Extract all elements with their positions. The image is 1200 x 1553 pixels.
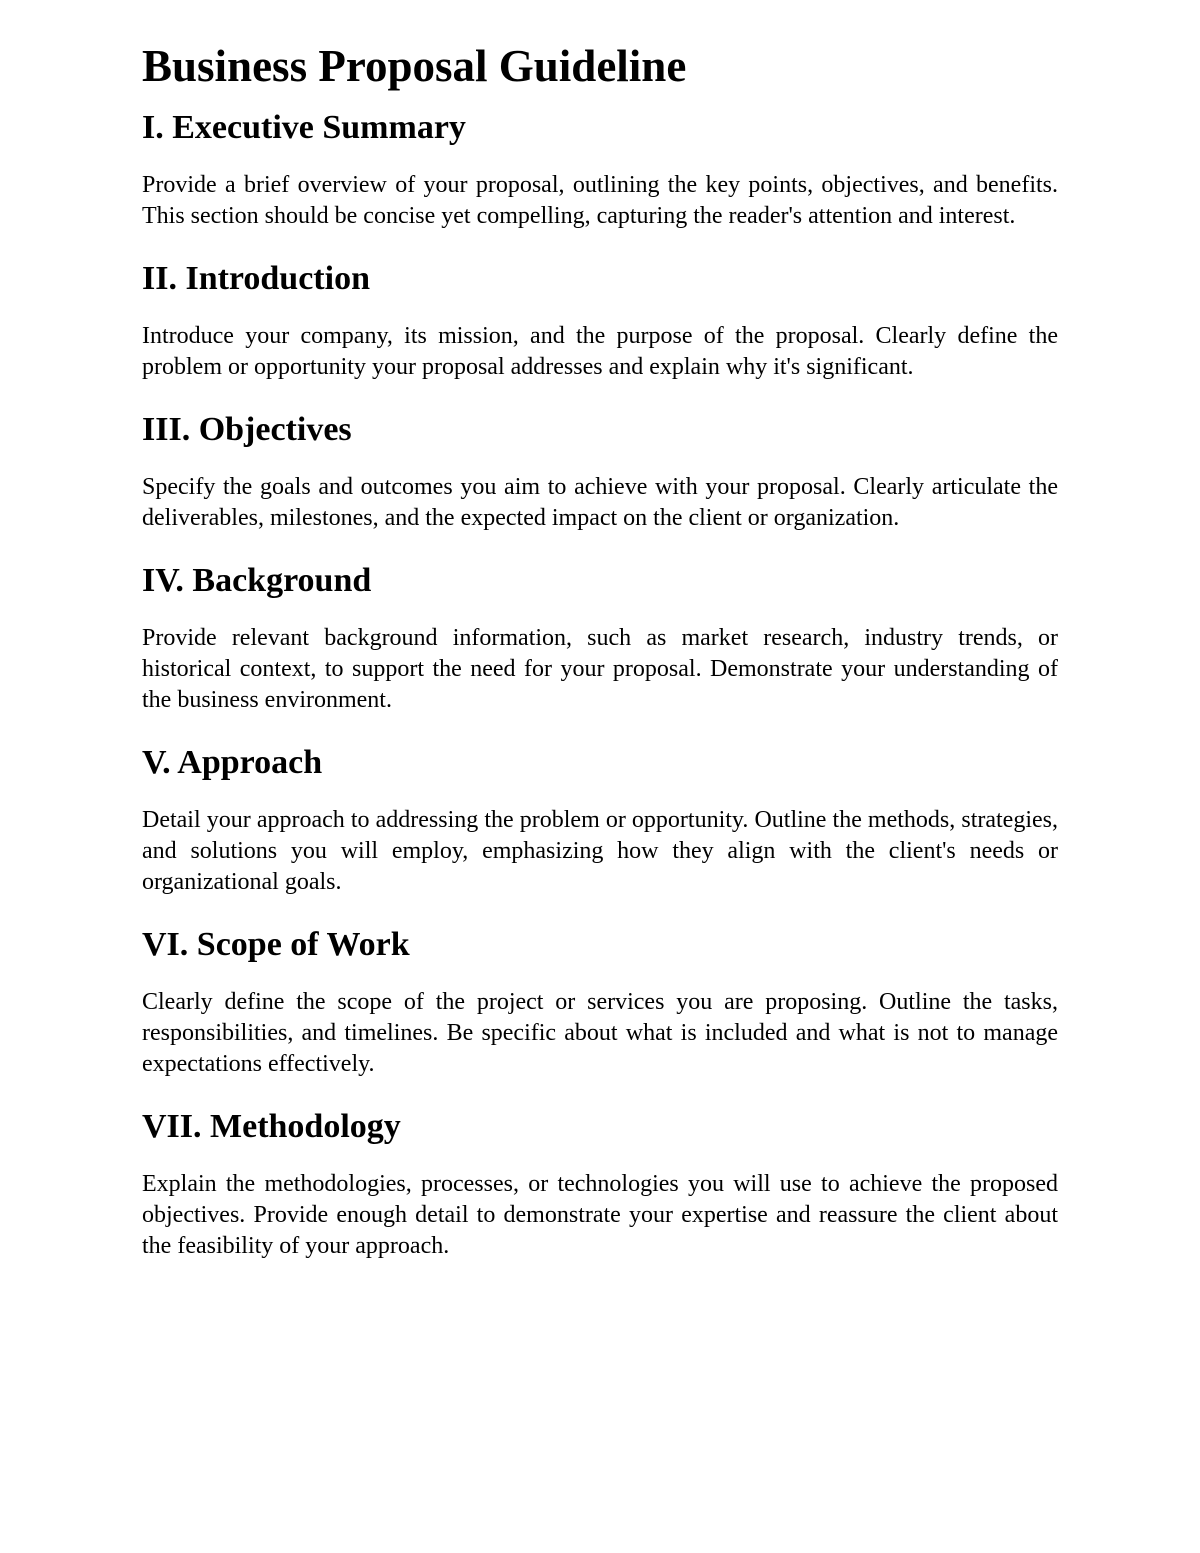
section-heading: IV. Background: [142, 562, 372, 599]
section-body: Introduce your company, its mission, and the purpose of the proposal. Clearly define the problem or opportunity your proposal addresses and explain why it's significant.: [142, 323, 1058, 380]
section-heading: VII. Methodology: [142, 1108, 401, 1145]
section-scope-of-work: [142, 925, 1058, 1080]
section-approach: [142, 743, 1058, 898]
section-body: Clearly define the scope of the project or services you are proposing. Outline the tasks, responsibilities, and timelines. Be specific about what is included and what is not to manage expectations effectively.: [142, 989, 1058, 1077]
section-body: Detail your approach to addressing the problem or opportunity. Outline the methods, strategies, and solutions you will employ, emphasizing how they align with the client's needs or organizational goals.: [142, 807, 1058, 895]
section-heading: V. Approach: [142, 744, 323, 781]
section-objectives: [142, 410, 1058, 534]
section-background: [142, 561, 1058, 716]
section-body: Explain the methodologies, processes, or technologies you will use to achieve the proposed objectives. Provide enough detail to demonstrate your expertise and reassure the client about the feasibility of your approach.: [142, 1171, 1058, 1259]
section-methodology: [142, 1107, 1058, 1262]
section-body: Provide relevant background information, such as market research, industry trends, or historical context, to support the need for your proposal. Demonstrate your understanding of the business environment.: [142, 625, 1058, 713]
section-heading: VI. Scope of Work: [142, 926, 410, 963]
section-body: Provide a brief overview of your proposal, outlining the key points, objectives, and benefits. This section should be concise yet compelling, capturing the reader's attention and interest.: [142, 172, 1058, 229]
section-heading: I. Executive Summary: [142, 109, 466, 146]
section-executive-summary: [142, 108, 1058, 232]
document-title: Business Proposal Guideline: [142, 41, 687, 91]
section-heading: III. Objectives: [142, 411, 352, 448]
section-heading: II. Introduction: [142, 260, 370, 297]
section-introduction: [142, 259, 1058, 383]
section-body: Specify the goals and outcomes you aim to achieve with your proposal. Clearly articulate the deliverables, milestones, and the expected impact on the client or organization.: [142, 474, 1058, 531]
